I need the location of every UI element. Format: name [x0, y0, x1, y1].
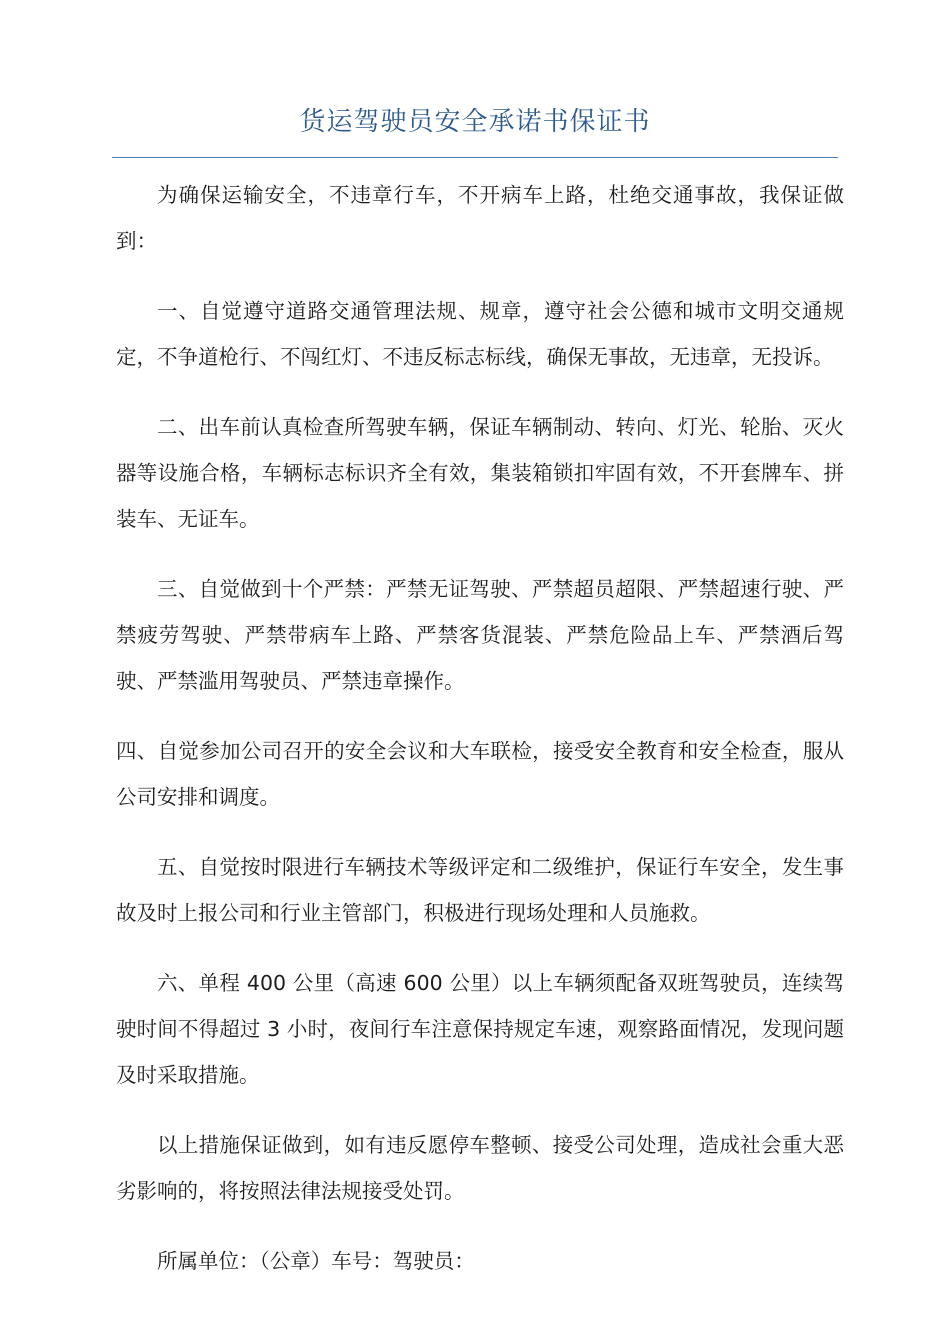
- signature-line: 所属单位：（公章）车号：驾驶员：: [157, 1249, 475, 1273]
- clause-6-paragraph: 六、单程 400 公里（高速 600 公里）以上车辆须配备双班驾驶员，连续驾驶时间不得超过 3 小时，夜间行车注意保持规定车速，观察路面情况，发现问题及时采取措施。: [116, 971, 844, 1087]
- clause-4-paragraph: 四、自觉参加公司召开的安全会议和大车联检，接受安全教育和安全检查，服从公司安排和调度。: [116, 739, 844, 809]
- title-underline: [112, 157, 838, 158]
- clause-2-paragraph: 二、出车前认真检查所驾驶车辆，保证车辆制动、转向、灯光、轮胎、灭火器等设施合格，车辆标志标识齐全有效，集装箱锁扣牢固有效，不开套牌车、拼装车、无证车。: [116, 415, 844, 531]
- document-title: 货运驾驶员安全承诺书保证书: [299, 107, 651, 137]
- document-body: [116, 172, 844, 1284]
- clause-1-paragraph: 一、自觉遵守道路交通管理法规、规章，遵守社会公德和城市文明交通规定，不争道枪行、不闯红灯、不违反标志标线，确保无事故，无违章，无投诉。: [116, 299, 844, 369]
- intro-paragraph: 为确保运输安全，不违章行车，不开病车上路，杜绝交通事故，我保证做到：: [116, 183, 844, 253]
- closing-paragraph: 以上措施保证做到，如有违反愿停车整顿、接受公司处理，造成社会重大恶劣影响的，将按照法律法规接受处罚。: [116, 1133, 844, 1203]
- clause-3-paragraph: 三、自觉做到十个严禁：严禁无证驾驶、严禁超员超限、严禁超速行驶、严禁疲劳驾驶、严禁带病车上路、严禁客货混装、严禁危险品上车、严禁酒后驾驶、严禁滥用驾驶员、严禁违章操作。: [116, 577, 844, 693]
- clause-5-paragraph: 五、自觉按时限进行车辆技术等级评定和二级维护，保证行车安全，发生事故及时上报公司和行业主管部门，积极进行现场处理和人员施救。: [116, 855, 844, 925]
